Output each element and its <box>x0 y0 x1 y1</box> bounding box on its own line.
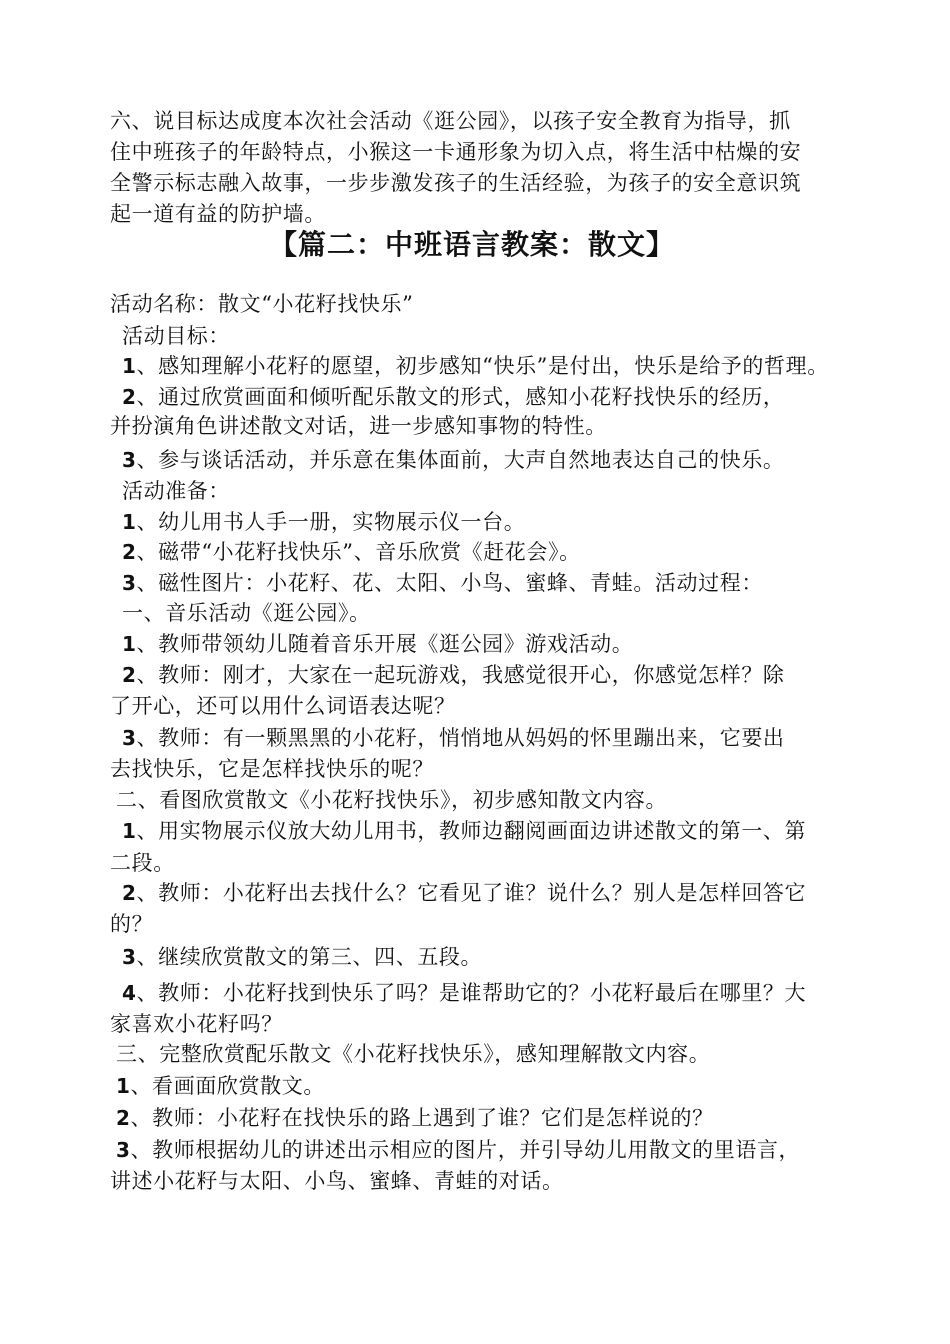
intro-line-1: 六、说目标达成度本次社会活动《逛公园》，以孩子安全教育为指导，抓 <box>110 109 791 133</box>
body-line: 二段。 <box>110 851 175 875</box>
body-line: 4、教师：小花籽找到快乐了吗？是谁帮助它的？小花籽最后在哪里？大 <box>122 981 807 1005</box>
body-line: 2、教师：小花籽在找快乐的路上遇到了谁？它们是怎样说的？ <box>116 1106 714 1130</box>
body-line: 活动目标： <box>122 324 230 348</box>
body-line: 家喜欢小花籽吗？ <box>110 1012 283 1036</box>
body-line: 去找快乐，它是怎样找快乐的呢？ <box>110 757 434 781</box>
intro-line-3: 全警示标志融入故事，一步步激发孩子的生活经验，为孩子的安全意识筑 <box>110 171 802 195</box>
body-line: 的？ <box>110 912 154 936</box>
section-title: 【篇二：中班语言教案：散文】 <box>269 228 676 261</box>
body-line: 3、继续欣赏散文的第三、四、五段。 <box>122 945 483 969</box>
body-line: 三、完整欣赏配乐散文《小花籽找快乐》，感知理解散文内容。 <box>116 1042 711 1066</box>
body-line: 2、教师：小花籽出去找什么？它看见了谁？说什么？别人是怎样回答它 <box>122 881 807 905</box>
body-line: 3、磁性图片：小花籽、花、太阳、小鸟、蜜蜂、青蛙。活动过程： <box>122 571 763 595</box>
body-line: 2、教师：刚才，大家在一起玩游戏，我感觉很开心，你感觉怎样？除 <box>122 663 785 687</box>
body-line: 1、教师带领幼儿随着音乐开展《逛公园》游戏活动。 <box>122 632 634 656</box>
body-line: 活动名称：散文“小花籽找快乐” <box>110 292 414 316</box>
body-line: 1、幼儿用书人手一册，实物展示仪一台。 <box>122 510 526 534</box>
body-line: 1、用实物展示仪放大幼儿用书，教师边翻阅画面边讲述散文的第一、第 <box>122 819 807 843</box>
body-line: 3、参与谈话活动，并乐意在集体面前，大声自然地表达自己的快乐。 <box>122 448 785 472</box>
body-line: 二、看图欣赏散文《小花籽找快乐》，初步感知散文内容。 <box>116 788 668 812</box>
body-line: 了开心，还可以用什么词语表达呢？ <box>110 694 456 718</box>
body-line: 并扮演角色讲述散文对话，进一步感知事物的特性。 <box>110 414 607 438</box>
body-line: 2、磁带“小花籽找快乐”、音乐欣赏《赶花会》。 <box>122 540 581 564</box>
intro-line-4: 起一道有益的防护墙。 <box>110 202 326 226</box>
body-line: 1、看画面欣赏散文。 <box>116 1074 325 1098</box>
intro-line-2: 住中班孩子的年龄特点，小猴这一卡通形象为切入点，将生活中枯燥的安 <box>110 140 802 164</box>
body-line: 3、教师根据幼儿的讲述出示相应的图片，并引导幼儿用散文的里语言， <box>116 1138 801 1162</box>
body-line: 2、通过欣赏画面和倾听配乐散文的形式，感知小花籽找快乐的经历， <box>122 385 785 409</box>
body-line: 一、音乐活动《逛公园》。 <box>122 601 371 625</box>
body-line: 活动准备： <box>122 479 230 503</box>
body-line: 1、感知理解小花籽的愿望，初步感知“快乐”是付出，快乐是给予的哲理。 <box>122 354 829 378</box>
body-line: 讲述小花籽与太阳、小鸟、蜜蜂、青蛙的对话。 <box>110 1169 564 1193</box>
body-line: 3、教师：有一颗黑黑的小花籽，悄悄地从妈妈的怀里蹦出来，它要出 <box>122 726 785 750</box>
